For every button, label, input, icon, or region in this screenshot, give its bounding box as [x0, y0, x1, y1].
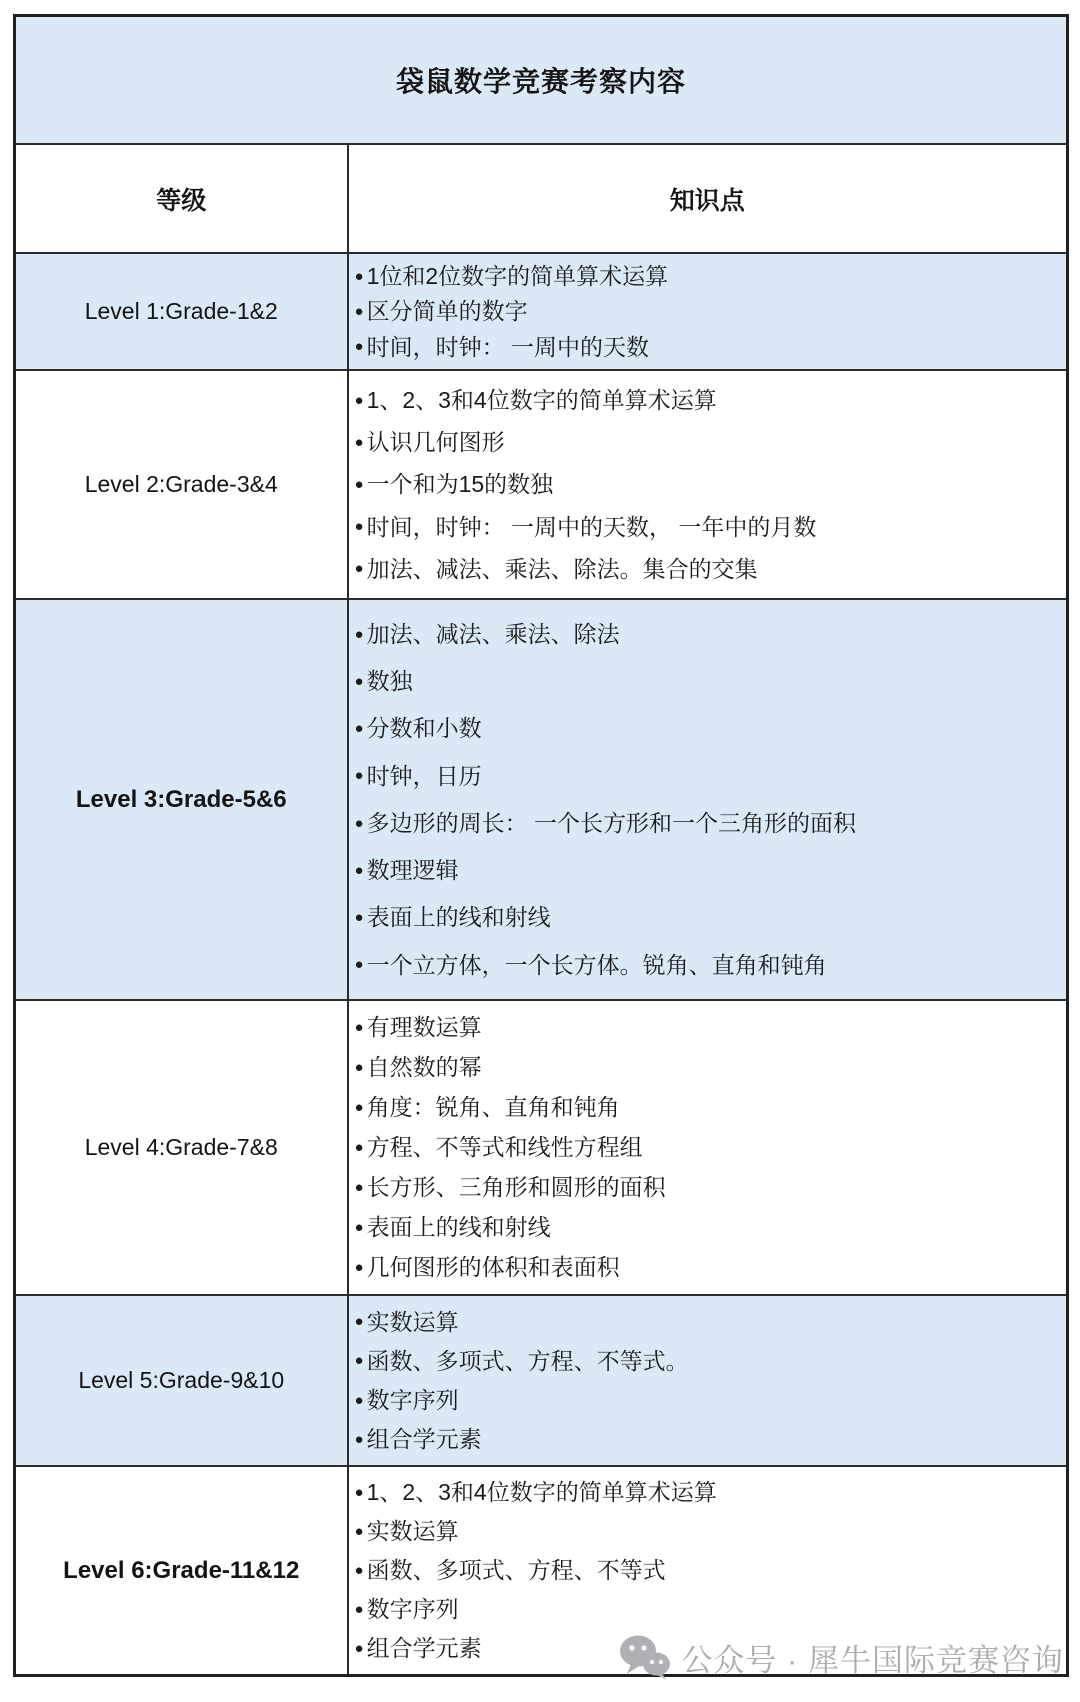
- bullet-icon: ●: [354, 1484, 364, 1502]
- bullet-icon: ●: [354, 267, 364, 285]
- knowledge-item: [355, 1134, 1067, 1160]
- bullet-icon: ●: [354, 1639, 364, 1657]
- knowledge-item-text: 一个和为15的数独: [366, 471, 554, 498]
- knowledge-item: [355, 1426, 1067, 1452]
- bullet-icon: ●: [354, 1138, 364, 1156]
- knowledge-item-text: 时间，时钟： 一周中的天数， 一年中的月数: [366, 513, 817, 540]
- knowledge-item: [355, 763, 1067, 789]
- table-row: [15, 253, 1068, 370]
- table-row: [15, 370, 1068, 599]
- knowledge-item: [355, 1174, 1067, 1200]
- knowledge-item: [355, 1309, 1067, 1335]
- knowledge-item: [355, 952, 1067, 978]
- level-label: Level 6:Grade-11&12: [63, 1556, 300, 1584]
- level-cell: [15, 253, 348, 370]
- bullet-icon: ●: [354, 1258, 364, 1276]
- knowledge-item-text: 1、2、3和4位数字的简单算术运算: [366, 386, 717, 413]
- knowledge-item: [355, 1094, 1067, 1120]
- bullet-icon: ●: [354, 767, 364, 785]
- knowledge-item: [355, 904, 1067, 930]
- bullet-icon: ●: [354, 861, 364, 879]
- table-row: [15, 1000, 1068, 1295]
- knowledge-item-text: 方程、不等式和线性方程组: [366, 1134, 643, 1161]
- table-row: [15, 599, 1068, 1000]
- knowledge-item: [355, 1387, 1067, 1413]
- bullet-icon: ●: [354, 956, 364, 974]
- bullet-icon: ●: [354, 338, 364, 356]
- knowledge-item-text: 长方形、三角形和圆形的面积: [366, 1174, 666, 1201]
- bullet-icon: ●: [354, 560, 364, 578]
- knowledge-cell: [348, 253, 1068, 370]
- knowledge-item-text: 多边形的周长： 一个长方形和一个三角形的面积: [366, 809, 856, 836]
- knowledge-item: [355, 1557, 1067, 1583]
- knowledge-item: [355, 1479, 1067, 1505]
- watermark-label: 公众号 · 犀牛国际竞赛咨询: [681, 1642, 1064, 1678]
- knowledge-item: [355, 471, 1067, 497]
- level-label: Level 1:Grade-1&2: [84, 298, 278, 324]
- level-cell: [15, 599, 348, 1000]
- knowledge-item: [355, 298, 1067, 324]
- bullet-icon: ●: [354, 1019, 364, 1037]
- knowledge-item-text: 实数运算: [366, 1518, 459, 1545]
- bullet-icon: ●: [354, 1059, 364, 1077]
- bullet-icon: ●: [354, 1523, 364, 1541]
- knowledge-item-text: 组合学元素: [366, 1425, 482, 1452]
- bullet-icon: ●: [354, 1313, 364, 1331]
- knowledge-item-text: 几何图形的体积和表面积: [366, 1254, 620, 1281]
- knowledge-item-text: 实数运算: [366, 1308, 459, 1335]
- bullet-icon: ●: [354, 814, 364, 832]
- knowledge-item: [355, 514, 1067, 540]
- wechat-icon: [619, 1634, 671, 1680]
- bullet-icon: ●: [354, 518, 364, 536]
- knowledge-item-text: 组合学元素: [366, 1635, 482, 1662]
- level-cell: [15, 1000, 348, 1295]
- bullet-icon: ●: [354, 475, 364, 493]
- kangaroo-content-table: [13, 14, 1066, 1677]
- knowledge-item: [355, 263, 1067, 289]
- knowledge-item-text: 区分简单的数字: [366, 298, 528, 325]
- knowledge-item-text: 表面上的线和射线: [366, 904, 551, 931]
- knowledge-item-text: 1位和2位数字的简单算术运算: [366, 262, 669, 289]
- knowledge-item-text: 有理数运算: [366, 1014, 482, 1041]
- knowledge-item-text: 表面上的线和射线: [366, 1214, 551, 1241]
- knowledge-item: [355, 621, 1067, 647]
- bullet-icon: ●: [354, 1430, 364, 1448]
- knowledge-item: [355, 1596, 1067, 1622]
- knowledge-item-text: 数理逻辑: [366, 857, 459, 884]
- knowledge-item-text: 加法、减法、乘法、除法。集合的交集: [366, 555, 758, 582]
- knowledge-cell: [348, 599, 1068, 1000]
- bullet-icon: ●: [354, 433, 364, 451]
- bullet-icon: ●: [354, 720, 364, 738]
- level-label: Level 3:Grade-5&6: [75, 785, 287, 813]
- table-row: [15, 1295, 1068, 1466]
- bullet-icon: ●: [354, 1352, 364, 1370]
- knowledge-item-text: 分数和小数: [366, 715, 482, 742]
- knowledge-item: [355, 1014, 1067, 1040]
- knowledge-item-text: 时间，时钟： 一周中的天数: [366, 333, 649, 360]
- column-header-level: 等级: [15, 144, 348, 253]
- bullet-icon: ●: [354, 1099, 364, 1117]
- level-label: Level 2:Grade-3&4: [84, 471, 278, 497]
- knowledge-item: [355, 429, 1067, 455]
- knowledge-item: [355, 857, 1067, 883]
- page-title: 袋鼠数学竞赛考察内容: [15, 16, 1068, 145]
- knowledge-item: [355, 1348, 1067, 1374]
- knowledge-item-text: 加法、减法、乘法、除法: [366, 620, 620, 647]
- content-table: [13, 14, 1069, 1677]
- bullet-icon: ●: [354, 1600, 364, 1618]
- knowledge-item-text: 自然数的幂: [366, 1054, 482, 1081]
- knowledge-item-text: 数字序列: [366, 1386, 459, 1413]
- header-row: [15, 144, 1068, 253]
- knowledge-item-text: 函数、多项式、方程、不等式。: [366, 1347, 689, 1374]
- level-label: Level 5:Grade-9&10: [78, 1367, 285, 1393]
- knowledge-item: [355, 387, 1067, 413]
- table-body: [15, 16, 1068, 1676]
- knowledge-item: [355, 715, 1067, 741]
- knowledge-item: [355, 556, 1067, 582]
- knowledge-item: [355, 1254, 1067, 1280]
- level-cell: [15, 1466, 348, 1676]
- column-header-knowledge: 知识点: [348, 144, 1068, 253]
- knowledge-cell: [348, 1295, 1068, 1466]
- knowledge-item-text: 一个立方体，一个长方体。锐角、直角和钝角: [366, 951, 827, 978]
- title-row: [15, 16, 1068, 145]
- bullet-icon: ●: [354, 672, 364, 690]
- bullet-icon: ●: [354, 1218, 364, 1236]
- knowledge-item-text: 1、2、3和4位数字的简单算术运算: [366, 1479, 717, 1506]
- knowledge-cell: [348, 370, 1068, 599]
- knowledge-item-text: 认识几何图形: [366, 429, 505, 456]
- knowledge-item-text: 角度：锐角、直角和钝角: [366, 1094, 620, 1121]
- knowledge-cell: [348, 1000, 1068, 1295]
- bullet-icon: ●: [354, 1562, 364, 1579]
- knowledge-item-text: 数字序列: [366, 1596, 459, 1623]
- bullet-icon: ●: [354, 1391, 364, 1409]
- knowledge-item: [355, 334, 1067, 360]
- watermark: [619, 1634, 1064, 1680]
- bullet-icon: ●: [354, 909, 364, 927]
- bullet-icon: ●: [354, 1178, 364, 1196]
- knowledge-item: [355, 1518, 1067, 1544]
- bullet-icon: ●: [354, 391, 364, 409]
- knowledge-item: [355, 810, 1067, 836]
- knowledge-item: [355, 1054, 1067, 1080]
- knowledge-item-text: 函数、多项式、方程、不等式: [366, 1557, 666, 1584]
- level-cell: [15, 370, 348, 599]
- level-label: Level 4:Grade-7&8: [84, 1134, 278, 1160]
- knowledge-item-text: 数独: [366, 668, 413, 695]
- knowledge-item-text: 时钟，日历: [366, 762, 482, 789]
- level-cell: [15, 1295, 348, 1466]
- knowledge-item: [355, 668, 1067, 694]
- bullet-icon: ●: [354, 303, 364, 320]
- bullet-icon: ●: [354, 625, 364, 643]
- knowledge-item: [355, 1214, 1067, 1240]
